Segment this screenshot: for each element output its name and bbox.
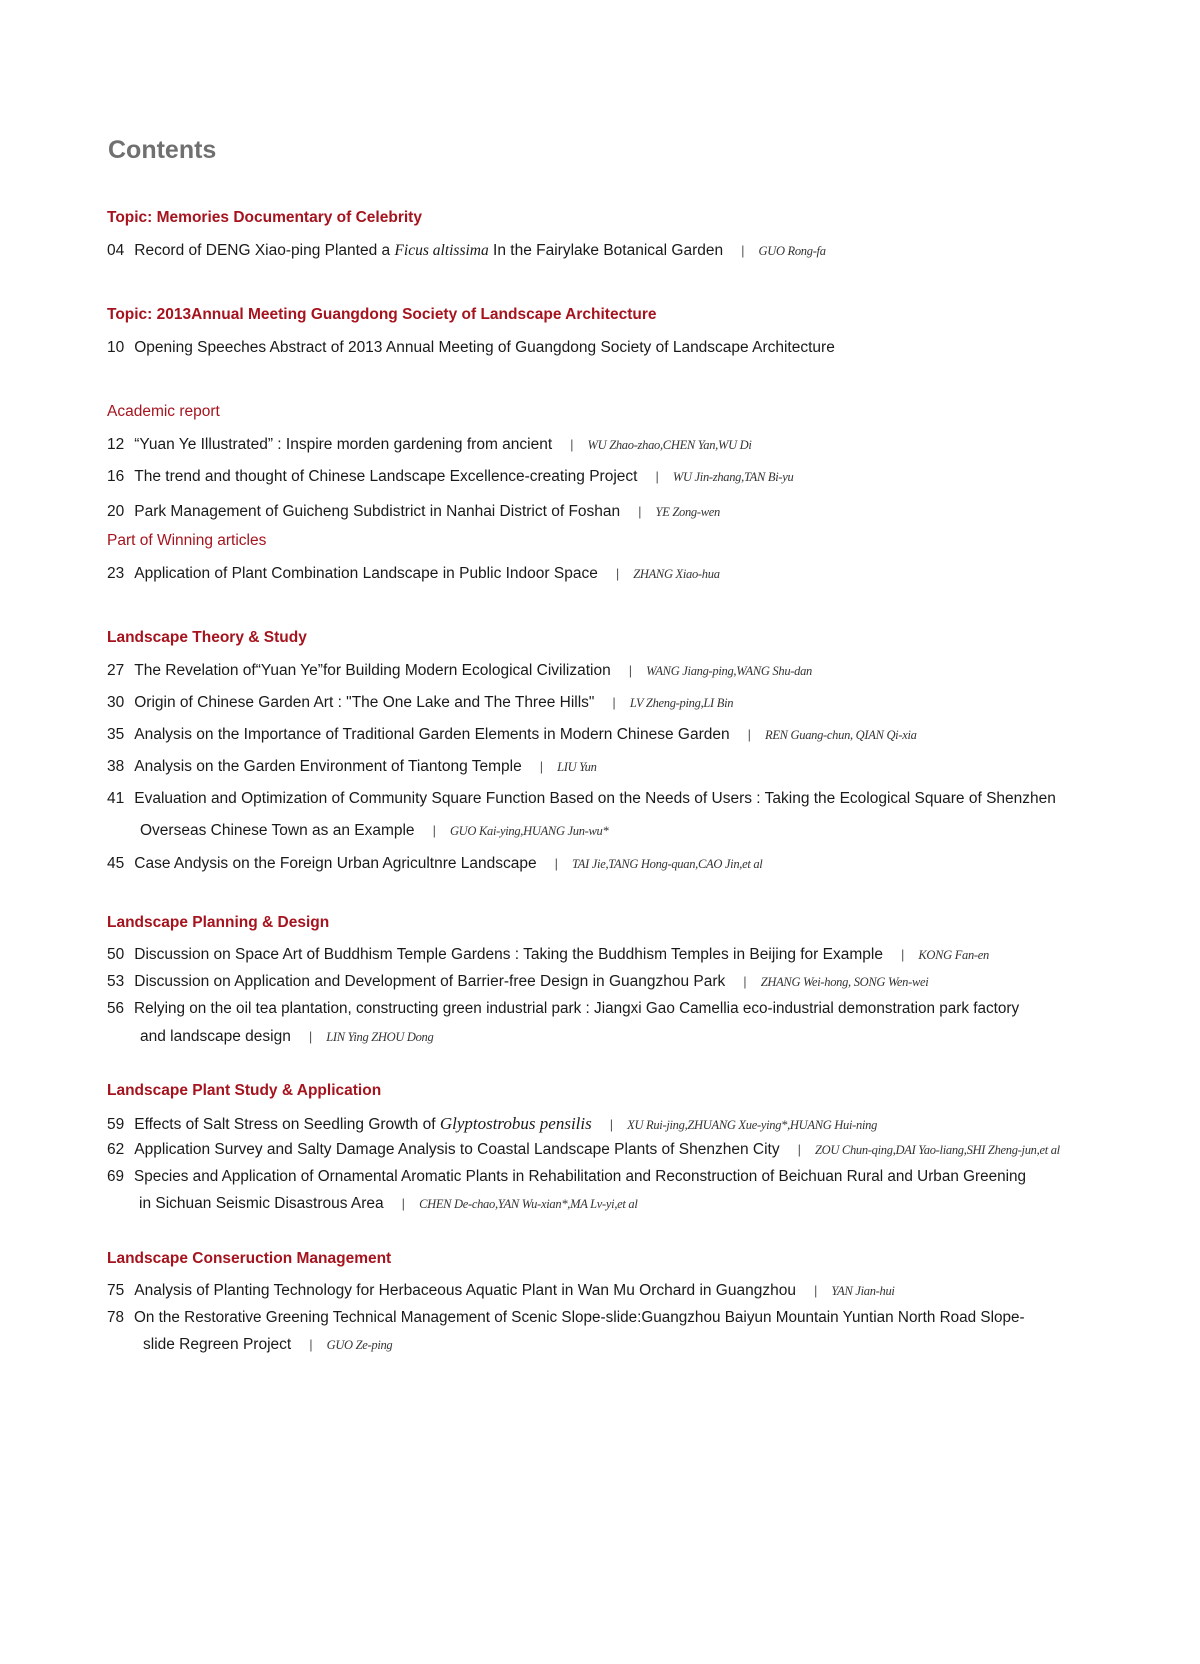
page-number: 10 xyxy=(107,339,125,356)
page-number: 59 xyxy=(107,1116,125,1133)
entry-author: CHEN De-chao,YAN Wu-xian*,MA Lv-yi,et al xyxy=(419,1197,638,1211)
section-title-winning-articles: Part of Winning articles xyxy=(107,532,267,549)
page-number: 16 xyxy=(107,468,125,485)
separator: | xyxy=(628,663,633,678)
entry-author: GUO Rong-fa xyxy=(758,244,826,258)
page-number: 50 xyxy=(107,946,125,963)
page-number: 78 xyxy=(107,1309,125,1326)
entry-author: LIN Ying ZHOU Dong xyxy=(326,1030,434,1044)
page-number: 75 xyxy=(107,1282,125,1299)
page-number: 69 xyxy=(107,1168,125,1185)
toc-entry-35[interactable] xyxy=(107,725,917,745)
toc-entry-78[interactable] xyxy=(107,1308,1025,1328)
toc-entry-75[interactable] xyxy=(107,1281,895,1301)
toc-entry-41-continued[interactable] xyxy=(140,821,608,841)
entry-title-continued: and landscape design xyxy=(140,1028,291,1045)
entry-title: Analysis on the Importance of Traditional Garden Elements in Modern Chinese Garden xyxy=(134,726,730,743)
separator: | xyxy=(432,823,436,838)
toc-entry-56-continued[interactable] xyxy=(140,1027,433,1047)
entry-author: TAI Jie,TANG Hong-quan,CAO Jin,et al xyxy=(572,857,763,871)
entry-title: Application of Plant Combination Landscape in Public Indoor Space xyxy=(134,565,598,582)
separator: | xyxy=(308,1029,313,1044)
toc-entry-41[interactable] xyxy=(107,789,1056,809)
separator: | xyxy=(900,947,905,962)
entry-author: LV Zheng-ping,LI Bin xyxy=(629,696,734,710)
page-title: Contents xyxy=(108,136,217,164)
entry-author: YAN Jian-hui xyxy=(831,1284,895,1298)
entry-author: LIU Yun xyxy=(557,760,597,774)
toc-entry-53[interactable] xyxy=(107,972,928,992)
toc-entry-56[interactable] xyxy=(107,999,1019,1019)
toc-entry-45[interactable] xyxy=(107,854,762,874)
section-title-plant-study: Landscape Plant Study & Application xyxy=(107,1082,382,1099)
toc-entry-69[interactable] xyxy=(107,1167,1026,1187)
section-title-academic-report: Academic report xyxy=(107,403,220,420)
entry-title: Case Andysis on the Foreign Urban Agricultnre Landscape xyxy=(134,855,537,872)
toc-entry-30[interactable] xyxy=(107,693,733,713)
entry-title: The Revelation of“Yuan Ye”for Building Modern Ecological Civilization xyxy=(134,662,611,679)
section-title-memories: Topic: Memories Documentary of Celebrity xyxy=(107,209,422,226)
toc-entry-62[interactable] xyxy=(107,1140,1060,1160)
entry-author: GUO Ze-ping xyxy=(326,1338,393,1352)
toc-entry-10[interactable] xyxy=(107,338,835,358)
entry-author: KONG Fan-en xyxy=(918,948,989,962)
toc-entry-23[interactable] xyxy=(107,564,720,584)
section-title-annual-meeting: Topic: 2013Annual Meeting Guangdong Society of Landscape Architecture xyxy=(107,306,657,323)
page-number: 53 xyxy=(107,973,125,990)
entry-title: Analysis on the Garden Environment of Tiantong Temple xyxy=(134,758,522,775)
toc-entry-16[interactable] xyxy=(107,467,793,487)
entry-title-italic: Ficus altissima xyxy=(394,242,489,259)
separator: | xyxy=(747,727,751,742)
entry-title: Application Survey and Salty Damage Analysis to Coastal Landscape Plants of Shenzhen City xyxy=(134,1141,780,1158)
entry-title: Analysis of Planting Technology for Herbaceous Aquatic Plant in Wan Mu Orchard in Guangzhou xyxy=(134,1282,796,1299)
toc-entry-78-continued[interactable] xyxy=(143,1335,392,1355)
toc-entry-69-continued[interactable] xyxy=(139,1194,638,1214)
page-number: 23 xyxy=(107,565,125,582)
entry-author: XU Rui-jing,ZHUANG Xue-ying*,HUANG Hui-ning xyxy=(627,1118,878,1132)
toc-entry-20[interactable] xyxy=(107,502,720,522)
entry-title: Origin of Chinese Garden Art : "The One Lake and The Three Hills" xyxy=(134,694,595,711)
separator: | xyxy=(609,1117,614,1132)
entry-title: Effects of Salt Stress on Seedling Growth of xyxy=(134,1116,440,1133)
entry-title: Species and Application of Ornamental Aromatic Plants in Rehabilitation and Reconstruction of Beichuan Rural and Urban Greening xyxy=(134,1168,1027,1185)
entry-author: GUO Kai-ying,HUANG Jun-wu* xyxy=(449,824,609,838)
toc-entry-04[interactable] xyxy=(107,241,826,261)
entry-title: On the Restorative Greening Technical Management of Scenic Slope-slide:Guangzhou Baiyun Mountain Yuntian North Road Slope- xyxy=(134,1309,1025,1326)
entry-title-italic: Glyptostrobus pensilis xyxy=(439,1114,592,1133)
entry-title: Park Management of Guicheng Subdistrict in Nanhai District of Foshan xyxy=(134,503,621,520)
separator: | xyxy=(615,566,620,581)
separator: | xyxy=(813,1283,818,1298)
section-title-theory-study: Landscape Theory & Study xyxy=(107,629,307,646)
entry-title: Record of DENG Xiao-ping Planted a xyxy=(134,242,395,259)
separator: | xyxy=(797,1142,801,1157)
entry-author: REN Guang-chun, QIAN Qi-xia xyxy=(765,728,917,742)
section-title-construction-management: Landscape Conseruction Management xyxy=(107,1250,392,1267)
entry-author: ZHANG Wei-hong, SONG Wen-wei xyxy=(760,975,929,989)
entry-title: The trend and thought of Chinese Landscape Excellence-creating Project xyxy=(134,468,638,485)
section-title-planning-design: Landscape Planning & Design xyxy=(107,914,330,931)
entry-author: ZOU Chun-qing,DAI Yao-liang,SHI Zheng-jun,et al xyxy=(815,1143,1060,1157)
page-number: 62 xyxy=(107,1141,125,1158)
entry-title-continued: Overseas Chinese Town as an Example xyxy=(140,822,415,839)
toc-entry-27[interactable] xyxy=(107,661,812,681)
separator: | xyxy=(309,1337,313,1352)
entry-title: Discussion on Space Art of Buddhism Temple Gardens : Taking the Buddhism Temples in Beijing for Example xyxy=(134,946,883,963)
entry-author: WANG Jiang-ping,WANG Shu-dan xyxy=(646,664,812,678)
separator: | xyxy=(743,974,747,989)
entry-title-rest: In the Fairylake Botanical Garden xyxy=(488,242,724,259)
page-number: 41 xyxy=(107,790,125,807)
separator: | xyxy=(401,1196,406,1211)
page-number: 56 xyxy=(107,1000,125,1017)
page-number: 04 xyxy=(107,242,125,259)
toc-entry-12[interactable] xyxy=(107,435,752,455)
entry-author: WU Jin-zhang,TAN Bi-yu xyxy=(672,470,794,484)
page-number: 20 xyxy=(107,503,125,520)
toc-entry-50[interactable] xyxy=(107,945,989,965)
entry-title: Opening Speeches Abstract of 2013 Annual Meeting of Guangdong Society of Landscape Architecture xyxy=(134,339,835,356)
entry-title: Relying on the oil tea plantation, constructing green industrial park : Jiangxi Gao Camellia eco-industrial demonstration park factory xyxy=(134,1000,1020,1017)
separator: | xyxy=(741,243,745,258)
page-number: 12 xyxy=(107,436,125,453)
separator: | xyxy=(554,856,559,871)
page-number: 27 xyxy=(107,662,125,679)
entry-title: Evaluation and Optimization of Community Square Function Based on the Needs of Users : Taking the Ecological Square of Shenzhen xyxy=(134,790,1056,807)
separator: | xyxy=(539,759,544,774)
page-number: 45 xyxy=(107,855,125,872)
separator: | xyxy=(612,695,616,710)
entry-title-continued: in Sichuan Seismic Disastrous Area xyxy=(139,1195,384,1212)
page-number: 38 xyxy=(107,758,125,775)
entry-author: WU Zhao-zhao,CHEN Yan,WU Di xyxy=(587,438,752,452)
entry-title-continued: slide Regreen Project xyxy=(143,1336,292,1353)
toc-entry-38[interactable] xyxy=(107,757,597,777)
entry-author: YE Zong-wen xyxy=(655,505,720,519)
entry-title: Discussion on Application and Development of Barrier-free Design in Guangzhou Park xyxy=(134,973,726,990)
toc-entry-59[interactable] xyxy=(107,1114,877,1135)
entry-title: “Yuan Ye Illustrated” : Inspire morden gardening from ancient xyxy=(134,436,553,453)
separator: | xyxy=(570,437,574,452)
page-number: 30 xyxy=(107,694,125,711)
page-number: 35 xyxy=(107,726,125,743)
separator: | xyxy=(638,504,642,519)
entry-author: ZHANG Xiao-hua xyxy=(633,567,720,581)
separator: | xyxy=(655,469,659,484)
